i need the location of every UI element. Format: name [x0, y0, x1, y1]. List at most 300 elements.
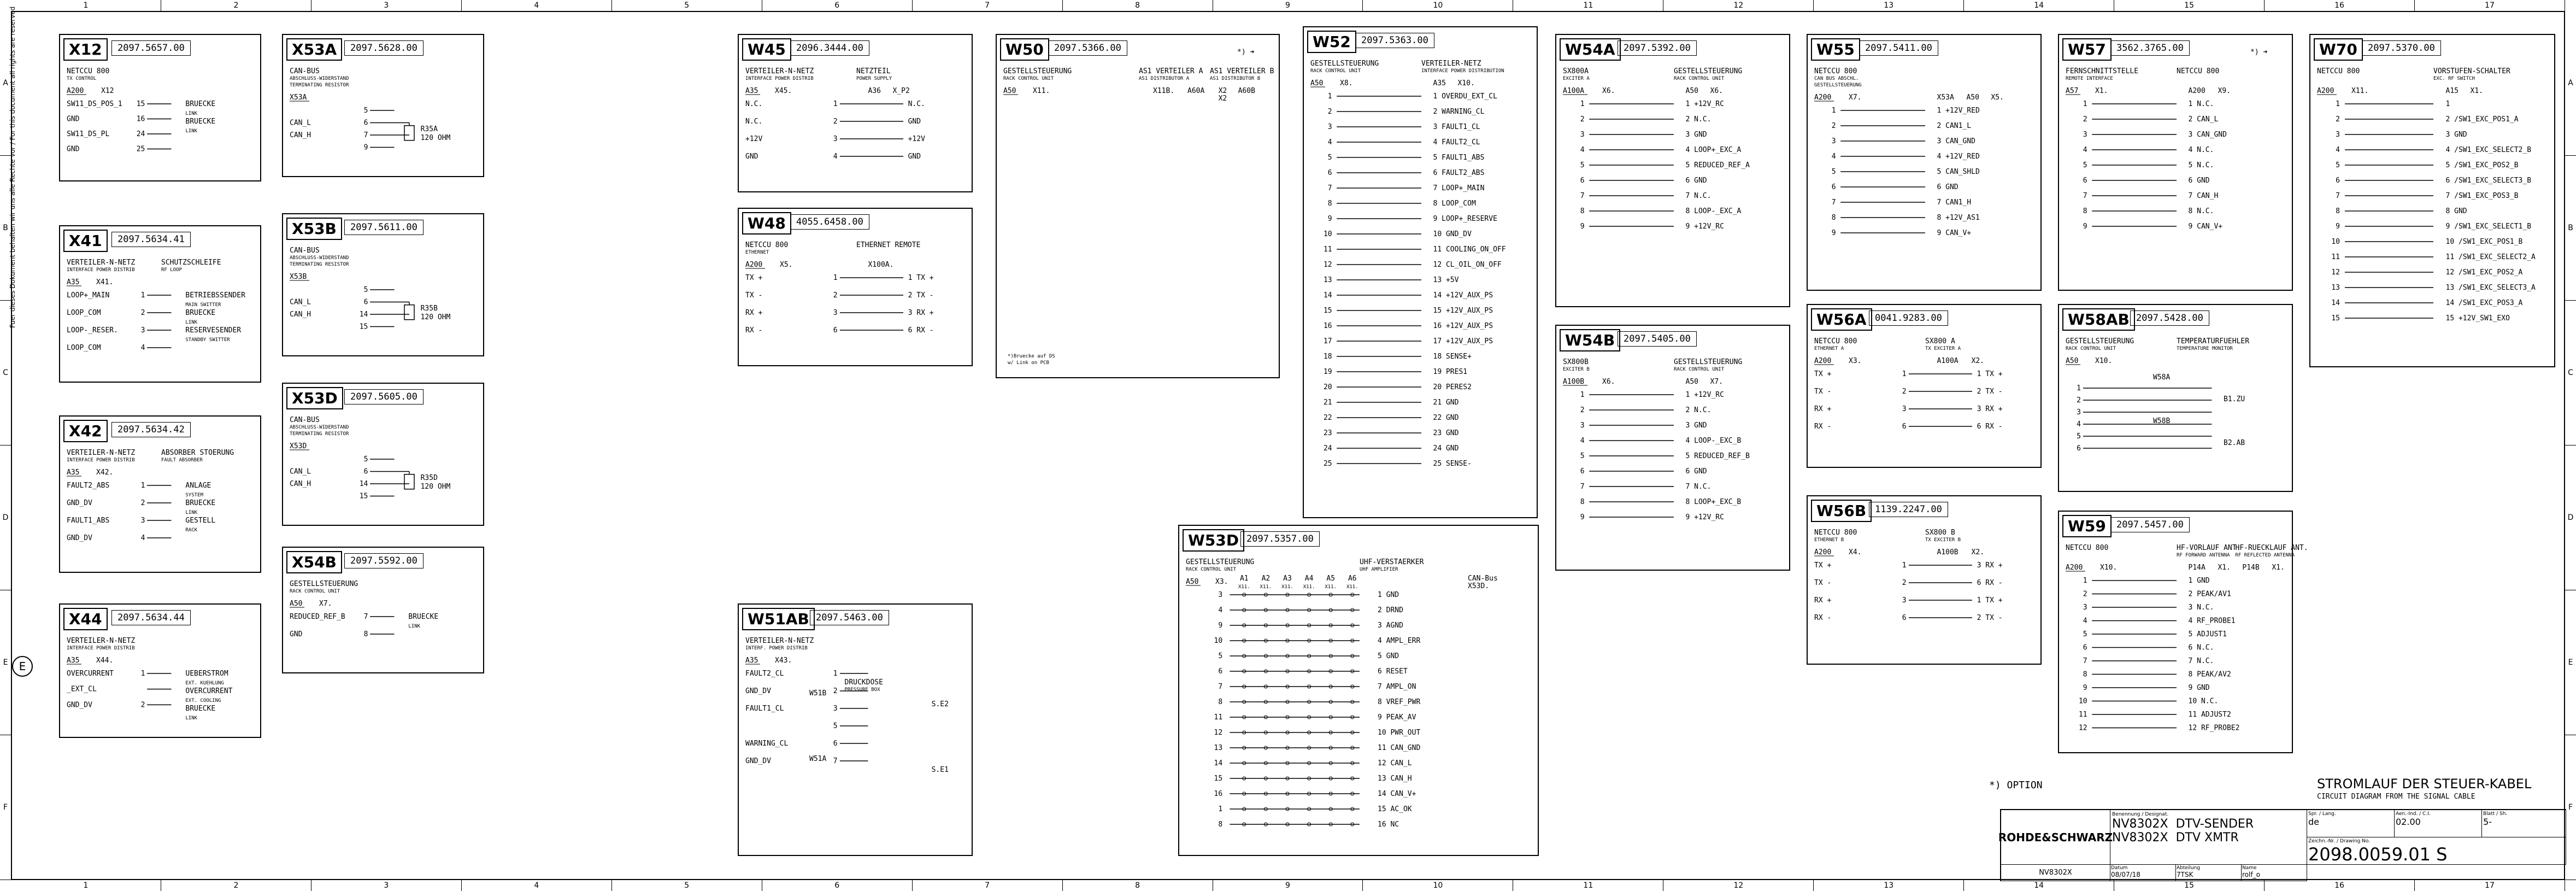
pin-signal: RX - — [1814, 614, 1832, 622]
block-schematic — [2059, 35, 2294, 292]
signal-name: 5 REDUCED_REF_A — [1685, 161, 1750, 169]
connector-label: A200 — [67, 87, 84, 95]
resistor-value: 120 OHM — [420, 133, 451, 142]
cable-block-w59 — [2058, 511, 2308, 753]
pin-number: 1 — [2083, 577, 2087, 585]
pin-number: 2 — [2077, 396, 2081, 405]
column-number: 5 — [612, 880, 762, 891]
signal-name: 9 CAN_V+ — [2188, 222, 2223, 231]
connector-pin-label-3: A60B — [1238, 87, 1255, 95]
pin-number: 9 — [2083, 684, 2087, 692]
pin-signal-far: 1 TX + — [908, 274, 934, 282]
part-number: 2097.5463.00 — [810, 610, 889, 625]
bridge-note: BRUECKE — [185, 118, 216, 126]
block-schematic — [1808, 305, 2043, 469]
connector-pin-label: X1. — [2095, 87, 2108, 95]
column-number: 7 — [913, 0, 1063, 11]
resistor-ref: R35D — [420, 473, 438, 482]
header-label: REMOTE INTERFACE — [2066, 76, 2113, 81]
drawing-number: 2098.0059.01 S — [2308, 844, 2448, 865]
amplifier-pin: X11. — [1325, 584, 1337, 590]
resistor-symbol — [404, 126, 414, 140]
header-label: FERNSCHNITTSTELLE — [2066, 67, 2139, 75]
connector-pin-label: X3. — [1849, 357, 1862, 365]
pin-signal: FAULT2_CL — [745, 670, 784, 678]
header-label-2: VERTEILER-NETZ — [1421, 60, 1481, 68]
bridge-note: OVERCURRENT — [185, 687, 233, 695]
pin-signal-far: GND — [908, 118, 921, 126]
header-label-3: AS1 DISTRIBUTOR B — [1210, 76, 1261, 81]
signal-name: 8 LOOP_COM — [1433, 200, 1476, 208]
bridge-note: LINK — [185, 128, 198, 134]
amplifier-pin: X11. — [1238, 584, 1250, 590]
header-label-2: GESTELLSTEUERUNG — [1674, 358, 1743, 366]
pin-signal: _EXT_CL — [67, 685, 97, 694]
pin-number: 2 — [1902, 388, 1907, 396]
header-label: TERMINATING RESISTOR — [290, 262, 349, 267]
connector-label: A100B — [1563, 378, 1585, 386]
pin-number: 21 — [1323, 398, 1332, 407]
abt-value: 7TSK — [2177, 871, 2193, 878]
pin-number: 1 — [2077, 384, 2081, 392]
pin-number: 1 — [1580, 391, 1585, 399]
signal-name: 1 GND — [1378, 591, 1399, 599]
bridge-note: SYSTEM — [185, 493, 203, 498]
header-label: GESTELLSTEUERUNG — [1003, 67, 1072, 75]
sprache-value: de — [2308, 817, 2319, 827]
signal-name: 5 ADJUST1 — [2188, 630, 2227, 638]
pin-number: 22 — [1323, 414, 1332, 422]
bridge-note: LINK — [185, 716, 198, 721]
switch-ref: S.E1 — [931, 766, 949, 774]
pin-signal: CAN_H — [290, 310, 311, 319]
connector-label-2: A100B — [1937, 548, 1959, 556]
signal-name: 1 +12V_RC — [1685, 100, 1724, 108]
signal-name: 3 CAN_GND — [1937, 137, 1975, 145]
connector-pin-label-2: X1. — [2470, 87, 2483, 95]
pin-number: 9 — [1327, 215, 1332, 223]
column-number: 4 — [462, 0, 612, 11]
pin-number: 7 — [363, 131, 368, 139]
pin-number: 7 — [2083, 192, 2087, 200]
cable-tag: W56A — [1811, 308, 1872, 331]
header-label: VERTEILER-N-NETZ — [745, 637, 814, 645]
signal-name: 4 N.C. — [2188, 146, 2214, 154]
pin-number: 9 — [2336, 222, 2340, 231]
column-ruler-bottom — [11, 880, 2565, 891]
pin-number: 8 — [1580, 207, 1585, 215]
pin-signal: GND — [290, 630, 303, 638]
connector-pin-label: X10. — [2095, 357, 2113, 365]
signal-name: 6 GND — [1685, 467, 1707, 476]
block-schematic — [1556, 35, 1791, 308]
signal-name: 21 GND — [1433, 398, 1459, 407]
cable-tag: W48 — [742, 212, 791, 235]
pin-number: 2 — [1580, 406, 1585, 414]
connector-pin-label-4: X2 — [1218, 95, 1227, 103]
bridge-note: *)Bruecke auf DS — [1008, 354, 1055, 359]
pin-signal: GND_DV — [745, 757, 771, 765]
pin-signal: RX + — [1814, 596, 1832, 605]
signal-name: 6 /SW1_EXC_SELECT3_B — [2445, 177, 2532, 185]
bridge-note: BRUECKE — [185, 705, 216, 713]
pin-number: 6 — [2083, 177, 2087, 185]
header-label-2: POWER SUPPLY — [856, 76, 892, 81]
connector-label: A200 — [2317, 87, 2334, 95]
header-label: NETCCU 800 — [67, 67, 110, 75]
connector-pin-label: X43. — [775, 656, 792, 665]
pin-number: 1 — [140, 670, 145, 678]
cable-block-w53d — [1178, 525, 1539, 856]
header-label: RACK CONTROL UNIT — [1310, 68, 1361, 74]
signal-name: 1 OVERDU_EXT_CL — [1433, 92, 1497, 101]
connector-label: A35 — [745, 87, 758, 95]
signal-name: 3 GND — [2445, 131, 2467, 139]
datum-label: Datum — [2111, 865, 2128, 871]
pin-number: 4 — [140, 534, 145, 542]
header-label: INTERFACE POWER DISTRIB — [67, 458, 135, 463]
pin-number: 1 — [1902, 561, 1907, 570]
pin-signal: LOOP+_MAIN — [67, 291, 110, 300]
pin-number: 11 — [2078, 711, 2087, 719]
pin-signal-far: 3 RX + — [908, 309, 934, 317]
pin-number: 3 — [140, 326, 145, 335]
pin-number: 4 — [1831, 153, 1836, 161]
pin-number: 13 — [1323, 276, 1332, 284]
part-number: 2097.5634.42 — [111, 422, 191, 437]
pin-number: 4 — [140, 344, 145, 352]
cable-block-x54b — [282, 547, 484, 673]
signal-name: 13 /SW1_EXC_SELECT3_A — [2445, 284, 2536, 292]
connector-pin-label: X12 — [101, 87, 114, 95]
sheet-marker: E — [12, 656, 33, 677]
pin-number: 6 — [2336, 177, 2340, 185]
block-schematic — [739, 209, 974, 367]
pin-number: 5 — [833, 722, 838, 730]
column-number: 1 — [11, 0, 161, 11]
row-letter: F — [2565, 735, 2576, 880]
column-number: 6 — [762, 880, 913, 891]
cable-block-w54b — [1555, 325, 1790, 571]
header-label: INTERF. POWER DISTRIB — [745, 646, 808, 651]
connector-label: A35 — [67, 656, 80, 665]
pin-signal: +12V — [745, 135, 763, 143]
header-label: GESTELLSTEUERUNG — [2066, 337, 2134, 345]
pin-number: 8 — [1218, 698, 1223, 706]
bridge-note: EXT. KUEHLUNG — [185, 681, 224, 686]
cable-tag: W54A — [1560, 38, 1621, 61]
part-number: 2097.5411.00 — [1859, 40, 1938, 56]
pin-signal: TX + — [1814, 561, 1832, 570]
pin-number: 2 — [1580, 115, 1585, 124]
connector-pin-label-2: X10. — [1457, 79, 1475, 87]
column-number: 10 — [1363, 0, 1513, 11]
block-schematic — [739, 35, 974, 194]
pin-number: 3 — [1831, 137, 1836, 145]
zeich-label: Zeichn.-Nr. / Drawing No. — [2308, 839, 2371, 844]
part-number: 2097.5363.00 — [1355, 33, 1434, 48]
signal-name: 9 LOOP+_RESERVE — [1433, 215, 1497, 223]
pin-number: 12 — [2331, 268, 2340, 277]
cable-block-w55 — [1807, 34, 2042, 291]
pin-number: 18 — [1323, 353, 1332, 361]
row-letter: A — [0, 11, 11, 156]
column-number: 16 — [2265, 0, 2415, 11]
pin-signal: RX + — [1814, 405, 1832, 413]
pin-number: 10 — [2078, 697, 2087, 706]
signal-name: 4 RF_PROBE1 — [2188, 617, 2236, 625]
amplifier-ref: A6 — [1348, 575, 1357, 583]
signal-name: 4 AMPL_ERR — [1378, 637, 1421, 645]
header-label-3: AS1 VERTEILER B — [1210, 67, 1274, 75]
pin-number: 5 — [363, 455, 368, 464]
connector-pin-label: X7. — [319, 600, 332, 608]
header-label: VERTEILER-N-NETZ — [67, 449, 136, 457]
signal-name: 8 +12V_AS1 — [1937, 214, 1980, 222]
connector-label: A200 — [2066, 564, 2083, 572]
connector-pin-label-2: X2. — [1971, 548, 1984, 556]
pin-number: 16 — [136, 115, 145, 124]
pin-number: 14 — [2331, 299, 2340, 307]
pin-signal: CAN_H — [290, 131, 311, 139]
resistor-ref: R35A — [420, 125, 438, 133]
sensor-ref: B1.ZU — [2224, 395, 2245, 403]
pin-number: 4 — [1327, 138, 1332, 146]
aen-label: Aen.-Ind. / C.I. — [2396, 811, 2431, 817]
pin-number: 8 — [363, 630, 368, 638]
pin-signal-far: 3 RX + — [1977, 405, 2003, 413]
pin-number: 9 — [1218, 622, 1223, 630]
signal-name: 6 N.C. — [2188, 643, 2214, 652]
column-number: 3 — [311, 880, 462, 891]
signal-name: 7 AMPL_ON — [1378, 683, 1416, 691]
title-en: CIRCUIT DIAGRAM FROM THE SIGNAL CABLE — [2317, 793, 2475, 801]
amplifier-pin: X11. — [1281, 584, 1293, 590]
part-number: 2097.5357.00 — [1240, 531, 1320, 547]
pin-signal: FAULT2_ABS — [67, 482, 110, 490]
header-label: GESTELLSTEUERUNG — [290, 580, 358, 588]
connector-label-3: X2 — [1218, 87, 1227, 95]
pin-number: 9 — [1580, 513, 1585, 521]
signal-name: 6 GND — [1937, 183, 1959, 191]
connector-pin-label: X6. — [1602, 378, 1615, 386]
connector-label-2: A100A — [1937, 357, 1959, 365]
bridge-note: STANDBY SWITTER — [185, 337, 230, 343]
connector-label: X53B — [290, 273, 307, 281]
signal-name: 4 +12V_RED — [1937, 153, 1980, 161]
pin-number: 5 — [1831, 168, 1836, 176]
amplifier-ref: A4 — [1304, 575, 1314, 583]
connector-label: A35 — [67, 278, 80, 286]
header-label: ETHERNET B — [1814, 537, 1844, 543]
signal-name: 15 AC_OK — [1378, 805, 1412, 813]
signal-name: 12 CL_OIL_ON_OFF — [1433, 261, 1502, 269]
signal-name: 3 AGND — [1378, 622, 1403, 630]
column-number: 8 — [1063, 0, 1213, 11]
pin-number: 13 — [1214, 744, 1223, 752]
pin-signal-far: 6 RX - — [908, 326, 934, 335]
pin-number: 3 — [1327, 123, 1332, 131]
connector-pin-label: X44. — [96, 656, 114, 665]
connector-pin-label: X4. — [1849, 548, 1862, 556]
pin-number: 10 — [1214, 637, 1223, 645]
cable-tag: W55 — [1811, 38, 1860, 61]
product-line-2: NV8302X DTV XMTR — [2112, 831, 2239, 845]
column-number: 4 — [462, 880, 612, 891]
signal-name: 4 FAULT2_CL — [1433, 138, 1480, 146]
pin-number: 12 — [1323, 261, 1332, 269]
signal-name: 6 RESET — [1378, 667, 1408, 676]
resistor-symbol — [404, 474, 414, 489]
header-label-3: HF-RUECKLAUF ANT. — [2235, 544, 2308, 552]
pin-number: 3 — [833, 309, 838, 317]
pin-number: 1 — [833, 670, 838, 678]
part-number: 2097.5405.00 — [1618, 331, 1697, 347]
signal-name: 8 N.C. — [2188, 207, 2214, 215]
signal-name: 4 LOOP+_EXC_A — [1685, 146, 1742, 154]
pin-number: 3 — [1580, 421, 1585, 430]
pin-number: 3 — [833, 135, 838, 143]
pin-number: 3 — [1580, 131, 1585, 139]
pin-number: 6 — [2077, 444, 2081, 453]
signal-name: 12 CAN_L — [1378, 759, 1412, 767]
option-marker: *) ➜ — [2250, 48, 2268, 56]
signal-name: 3 GND — [1685, 131, 1707, 139]
pin-signal: LOOP-_RESER. — [67, 326, 118, 335]
header-label-2: AS1 DISTRIBUTOR A — [1139, 76, 1190, 81]
signal-name: 12 RF_PROBE2 — [2188, 724, 2240, 732]
signal-name: 9 +12V_RC — [1685, 513, 1724, 521]
header-label: CAN-BUS — [290, 67, 320, 75]
signal-name: 5 REDUCED_REF_B — [1685, 452, 1750, 460]
pin-signal: LOOP_COM — [67, 344, 101, 352]
pin-number: 9 — [1580, 222, 1585, 231]
connector-pin-label: X45. — [775, 87, 792, 95]
connector-label-2: A35 — [1433, 79, 1446, 87]
pin-number: 25 — [1323, 460, 1332, 468]
signal-name: 2 WARNING_CL — [1433, 108, 1485, 116]
pin-signal: FAULT1_ABS — [67, 517, 110, 525]
product-line-1: NV8302X DTV-SENDER — [2112, 817, 2254, 831]
signal-name: 8 GND — [2445, 207, 2467, 215]
header-label-2: RF FORWARD ANTENNA — [2177, 553, 2230, 558]
pin-signal: RX + — [745, 309, 763, 317]
header-label: TERMINATING RESISTOR — [290, 83, 349, 88]
cable-block-x53b — [282, 213, 484, 356]
aen-value: 02.00 — [2396, 817, 2421, 827]
block-schematic — [283, 214, 485, 357]
pin-number: 12 — [2078, 724, 2087, 732]
pin-signal: N.C. — [745, 100, 763, 108]
pin-number: 2 — [833, 118, 838, 126]
block-schematic — [2059, 512, 2308, 754]
pin-number: 2 — [833, 687, 838, 695]
column-number: 3 — [311, 0, 462, 11]
row-letter: E — [2565, 590, 2576, 735]
connector-label-2: X53A — [1937, 93, 1954, 102]
row-letter: B — [2565, 156, 2576, 301]
bridge-note: EXT. COOLING — [185, 698, 221, 704]
pin-number: 6 — [363, 467, 368, 476]
datum-value: 08/07/18 — [2111, 871, 2140, 878]
pin-signal: GND_DV — [67, 499, 92, 507]
signal-name: 2 PEAK/AV1 — [2188, 590, 2231, 599]
part-number: 2097.5366.00 — [1048, 40, 1127, 56]
bridge-note: LINK — [408, 624, 421, 629]
signal-name: 5 CAN_SHLD — [1937, 168, 1980, 176]
connector-label: A35 — [67, 468, 80, 477]
cable-block-w56b — [1807, 495, 2042, 665]
name-label: Name — [2242, 865, 2257, 871]
signal-name: 3 FAULT1_CL — [1433, 123, 1480, 131]
pin-number: 25 — [136, 145, 145, 154]
signal-name: 9 GND — [2188, 684, 2210, 692]
pin-number: 11 — [1323, 245, 1332, 254]
signal-name: 9 +12V_RC — [1685, 222, 1724, 231]
pin-number: 15 — [2331, 314, 2340, 323]
signal-name: 10 PWR_OUT — [1378, 729, 1421, 737]
signal-name: 6 FAULT2_ABS — [1433, 169, 1485, 177]
header-label: NETCCU 800 — [2317, 67, 2360, 75]
signal-name: 5 GND — [1378, 652, 1399, 660]
header-label: INTERFACE POWER DISTRIB — [67, 267, 135, 273]
connector-label-2: A50 — [1685, 378, 1698, 386]
blatt-label: Blatt / Sh. — [2483, 811, 2508, 817]
pin-number: 8 — [2083, 670, 2087, 679]
header-label-2: UHF AMPLIFIER — [1360, 567, 1398, 572]
pin-number: 3 — [2336, 131, 2340, 139]
pin-number: 5 — [1580, 161, 1585, 169]
row-letter: D — [0, 445, 11, 590]
bridge-note: LINK — [185, 320, 198, 325]
signal-name: 2 N.C. — [1685, 115, 1712, 124]
pin-number: 7 — [1580, 192, 1585, 200]
wire-ref: W51A — [809, 755, 827, 763]
signal-name: 8 LOOP-_EXC_A — [1685, 207, 1742, 215]
pin-number: 3 — [140, 517, 145, 525]
header-label: VERTEILER-N-NETZ — [745, 67, 814, 75]
connector-pin-label: X7. — [1849, 93, 1862, 102]
pin-signal: REDUCED_REF_B — [290, 613, 345, 621]
pin-signal-far: GND — [908, 153, 921, 161]
header-label-2: TEMPERATURE MONITOR — [2177, 346, 2233, 351]
header-label: SX800B — [1563, 358, 1589, 366]
signal-name: 1 +12V_RC — [1685, 391, 1724, 399]
wire-ref: W58A — [2153, 373, 2171, 382]
pin-number: 1 — [140, 291, 145, 300]
signal-name: 10 N.C. — [2188, 697, 2219, 706]
pin-number: 7 — [1327, 184, 1332, 192]
connector-label: A57 — [2066, 87, 2079, 95]
header-label-2: TX EXCITER A — [1925, 346, 1961, 351]
connector-label: X53A — [290, 93, 307, 102]
rights-note: Fuer dieses Dokument behalten wir uns alle Rechte vor / For this document all rights are reserved — [9, 6, 16, 328]
header-label: VERTEILER-N-NETZ — [67, 259, 136, 267]
pin-number: 2 — [1831, 122, 1836, 130]
header-label-2: VORSTUFEN-SCHALTER — [2433, 67, 2510, 75]
pin-number: 14 — [1214, 759, 1223, 767]
column-number: 13 — [1814, 880, 1964, 891]
amplifier-ref: A3 — [1283, 575, 1292, 583]
header-label: RACK CONTROL UNIT — [1003, 76, 1054, 81]
header-label: RACK CONTROL UNIT — [1186, 567, 1237, 572]
connector-pin-label: X5. — [780, 261, 793, 269]
cable-block-w48 — [738, 208, 973, 366]
signal-name: 24 GND — [1433, 444, 1459, 453]
cable-block-x12 — [59, 34, 261, 181]
pin-number: 7 — [2336, 192, 2340, 200]
cable-tag: X53A — [286, 38, 342, 61]
